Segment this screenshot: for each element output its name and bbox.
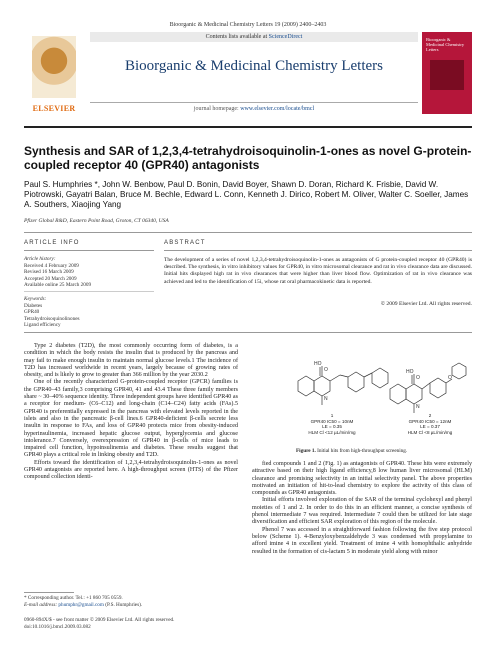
paragraph: Phenol 7 was accessed in a straightforward fashion following the five step protocol below (Scheme 1). 4-Benzyloxybenzaldehyde 3 was condensed with propylamine to afford imine 4 in excellent yield. Treatment of imine 4 with homophthalic anhydride resulted in the formation of cis-lactam 5 in moderate yield along with minor: [252, 526, 472, 555]
history-label: Article history:: [24, 256, 56, 262]
email-line: E-mail address: phumphr@gmail.com (P.S. Humphries).: [24, 601, 143, 608]
header-divider: [24, 126, 472, 128]
sciencedirect-link[interactable]: ScienceDirect: [268, 34, 303, 40]
figure-caption-label: Figure 1.: [296, 448, 316, 454]
compound-2-aryl-ring: [430, 378, 446, 398]
keywords-label: Keywords:: [24, 296, 47, 302]
elsevier-tree-icon: [32, 36, 76, 98]
affiliation: Pfizer Global R&D, Eastern Point Road, Groton, CT 06340, USA: [24, 218, 169, 224]
compound-1-aryl-ring: [348, 372, 364, 392]
issn-line: 0960-894X/$ - see front matter © 2009 Elsevier Ltd. All rights reserved.: [24, 617, 175, 623]
history-item: Received 4 February 2009: [24, 262, 79, 269]
keyword: Ligand efficiency: [24, 322, 61, 328]
journal-title: Bioorganic & Medicinal Chemistry Letters: [124, 58, 383, 74]
atom-label: O: [416, 375, 420, 381]
keywords: [24, 296, 154, 329]
compound-2-benzene-ring: [390, 384, 406, 404]
journal-masthead: [24, 32, 472, 122]
cover-artwork: [430, 60, 464, 90]
atom-label: N: [324, 396, 328, 402]
paragraph: One of the recently characterized G-protein-coupled receptor (GPCR) families is the GPR40–43 family,3 comprising GPR40, 41 and 43.4 These three family members share ~ 30–40% sequence identity. Three independent groups have identified GPR40 as a receptor for medium- (C6–C12) and long-chain (C14–C24) fatty acids (FAs).5 GPR40 is preferentially expressed in the pancreas with elevated levels reported in the islets and also in the pancreatic β-cell lines.6 GPR40-deficient β-cells secrete less insulin in response to FAs, and loss of GPR40 protects mice from obesity-induced hyperinsulinemia, increased hepatic glucose output, hyperglycemia and glucose intolerance.7 Conversely, overexpression of GPR40 in β-cells of mice leads to impaired cell function, hypoinsulinemia and diabetes. These results suggest that GPR40 plays a critical role in linking obesity and T2D.: [24, 379, 238, 459]
info-divider: [24, 232, 472, 233]
compound-ic50: GPR40 IC50 = 10nM: [310, 418, 354, 424]
keywords-divider: [24, 291, 154, 292]
compound-number: 1: [330, 413, 334, 418]
article-history: [24, 256, 154, 289]
compound-le: LE = 0.37: [420, 424, 440, 430]
abstract-copyright: © 2009 Elsevier Ltd. All rights reserved.: [380, 301, 472, 307]
compound-hlm: HLM Cl <12 µL/min/mg: [308, 429, 356, 435]
paragraph: fied compounds 1 and 2 (Fig. 1) as antagonists of GPR40. These hits were extremely attractive based on their high ligand efficiency,8 low human liver microsomal (HLM) clearance and promising selectivity in an initial selectivity panel. The above properties motivated an initiation of hit-to-lead chemistry to explore the activity of this class of compounds as GPR40 antagonists.: [252, 461, 472, 497]
history-item: Revised 16 March 2009: [24, 269, 74, 275]
atom-label: HO: [406, 369, 414, 375]
compound-ic50: GPR40 IC50 = 12nM: [408, 418, 452, 424]
paragraph: Efforts toward the identification of 1,2,3,4-tetrahydroisoquinolin-1-ones as novel GPR40 antagonists are reported here. A high-throughput screen (HTS) of the Pfizer compound collection identi-: [24, 459, 238, 481]
corresponding-author: * Corresponding author. Tel.: +1 860 705 0559.: [24, 595, 123, 601]
publication-info: [24, 617, 238, 630]
atom-label: N: [416, 404, 420, 410]
abstract-text: The development of a series of novel 1,2,3,4-tetrahydroisoquinolin-1-ones as antagonists of G protein-coupled receptor 40 (GPR40) is described. The synthesis, in vitro inhibitory values for GPR40, in vitro microsomal clearance and rat in vivo clearance data are discussed. Initial hits displayed high rat in vivo clearances that were higher than liver blood flow. Optimization of rat in vivo clearance was achieved and led to the identification of 15i, whose rat oral pharmacokinetic data is reported.: [164, 257, 472, 285]
doi-line[interactable]: doi:10.1016/j.bmcl.2009.03.082: [24, 623, 91, 630]
compound-2-phenyl-ring: [452, 363, 466, 379]
abstract-heading: ABSTRACT: [164, 240, 206, 246]
compound-2-data: [400, 413, 460, 435]
journal-cover-image: [422, 32, 472, 114]
abstract-rule: [164, 250, 472, 251]
keyword: GPR40: [24, 309, 40, 315]
compound-le: LE = 0.35: [322, 424, 342, 430]
homepage-link[interactable]: www.elsevier.com/locate/bmcl: [240, 106, 315, 112]
body-right-column: [252, 461, 472, 556]
contents-banner: Contents lists available at ScienceDirect: [90, 32, 418, 42]
publisher-name: ELSEVIER: [32, 104, 76, 113]
cover-title: Bioorganic & Medicinal Chemistry Letters: [426, 37, 465, 52]
journal-homepage: journal homepage: www.elsevier.com/locate/bmcl: [90, 102, 418, 115]
elsevier-logo[interactable]: [24, 32, 84, 118]
compound-1-benzene-ring: [298, 376, 314, 396]
article-info-rule: [24, 250, 154, 251]
footnote-rule: [24, 592, 74, 593]
author-email-link[interactable]: phumphr@gmail.com: [58, 601, 104, 608]
footnotes: [24, 595, 238, 608]
compound-number: 2: [428, 413, 432, 418]
atom-label: HO: [314, 361, 322, 367]
author-list: Paul S. Humphries *, John W. Benbow, Paul D. Bonin, David Boyer, Shawn D. Doran, Richard K. Frisbie, David W. Piotrowski, Gayatri Balan, Bruce M. Bechle, Edward L. Conn, Kenneth J. Dirico, Robert M. Oliver, Walter C. Soeller, James A. Southers, Xiaojing Yang: [24, 180, 469, 209]
body-divider: [24, 332, 472, 333]
atom-label: O: [324, 367, 328, 373]
atom-label: O: [448, 375, 452, 381]
compound-1-data: [302, 413, 362, 435]
history-item: Accepted 20 March 2009: [24, 275, 77, 282]
compound-hlm: HLM Cl <8 µL/min/mg: [407, 429, 453, 435]
paragraph: Type 2 diabetes (T2D), the most commonly occurring form of diabetes, is a condition in which the body resists the insulin that is produced by the pancreas and may fail to make enough insulin to maintain normal glucose levels.1 The incidence of T2D has increased worldwide in recent years, largely because of growing rates of obesity, and is likely to grow to greater than 366 million by the year 2030.2: [24, 343, 238, 379]
article-info-heading: ARTICLE INFO: [24, 240, 80, 246]
keyword: Tetrahydroisoquinolinones: [24, 315, 80, 322]
compound-1-cyclohexyl-ring: [372, 368, 388, 388]
compound-1-lactam-ring: [314, 376, 330, 396]
keyword: Diabetes: [24, 302, 43, 309]
figure-1: [260, 347, 470, 445]
journal-citation: Bioorganic & Medicinal Chemistry Letters 19 (2009) 2400–2403: [169, 22, 327, 28]
figure-caption: [296, 448, 466, 454]
paragraph: Initial efforts involved exploration of the SAR of the terminal cyclohexyl and phenyl moieties of 1 and 2. In order to do this in an efficient manner, a concise synthesis of phenol intermediate 7 was required. Intermediate 7 could then be utilized for late stage diversification and efficient SAR exploration of this region of the molecule.: [252, 497, 472, 526]
body-left-column: [24, 343, 238, 482]
figure-caption-text: Initial hits from high-throughput screening.: [315, 448, 408, 454]
article-title: Synthesis and SAR of 1,2,3,4-tetrahydroisoquinolin-1-ones as novel G-protein-coupled receptor 40 (GPR40) antagonists: [24, 144, 472, 172]
compound-2-lactam-ring: [406, 384, 422, 404]
history-item: Available online 25 March 2009: [24, 282, 92, 288]
